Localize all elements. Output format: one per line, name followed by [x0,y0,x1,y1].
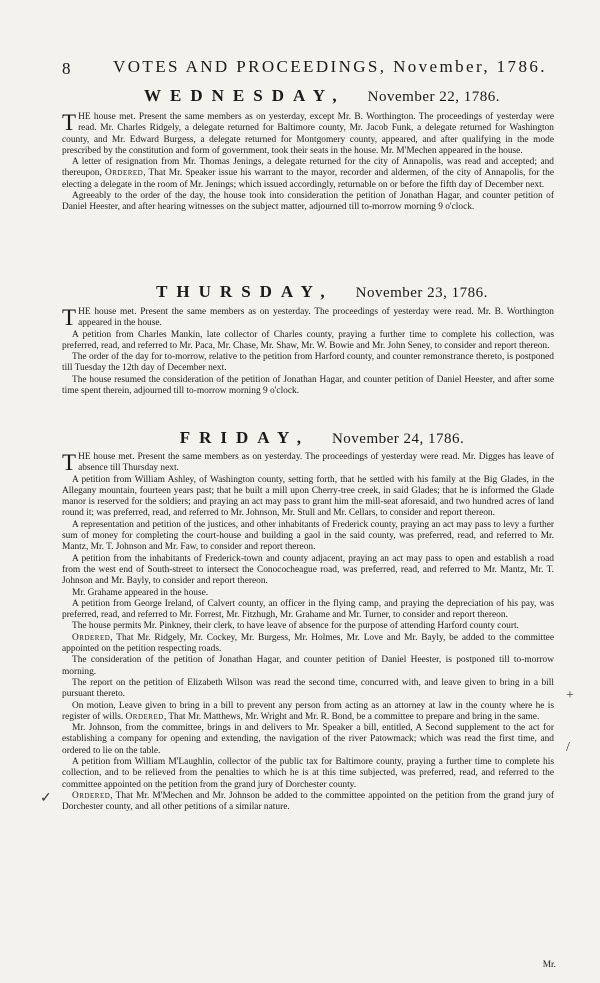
ordered-smallcaps: Ordered [72,632,111,643]
ordered-smallcaps: Ordered [125,711,164,722]
margin-check-mark: ✓ [40,791,52,806]
ordered-smallcaps: Ordered [104,168,144,179]
paragraph: THE house met. Present the same members as on yesterday, except Mr. B. Worthington. The proceedings of yesterday were read. Mr. Charles Ridgely, a delegate returned for Baltimore county, Mr. Jacob Funk, a delegate returned for Washington county, and Mr. Edward Burgess, a delegate returned for Montgomery county, appeared, and after qualifying in the mode prescribed by the constitution and form of government, took their seats in the house. Mr. M'Mechen appeared in the house. [62,110,554,156]
day-name: FRIDAY, [179,428,310,447]
paragraph: A petition from Charles Mankin, late collector of Charles county, praying a further time to complete his collection, was preferred, read, and referred to Mr. Paca, Mr. Chase, Mr. Shaw, Mr. W. Bowie and Mr. John Seney, to consider and report thereon. [62,329,554,351]
paragraph: The consideration of the petition of Jonathan Hagar, and counter petition of Daniel Heester, is postponed till to-morrow morning. [62,655,554,677]
paragraph: A petition from William M'Laughlin, collector of the public tax for Baltimore county, praying a further time to complete his collection, and to be relieved from the penalties to which he is at this time subjected, was preferred, read, and referred to the committee appointed on the petition from the grand jury of Dorchester county. [62,757,554,790]
day-heading-wednesday [62,86,582,106]
day-date: November 24, 1786. [331,431,465,447]
day-name: WEDNESDAY, [144,86,346,105]
drop-cap: T [62,450,77,475]
paragraph: The order of the day for to-morrow, relative to the petition from Harford county, and counter remonstrance thereto, is postponed till Tuesday the 12th day of December next. [62,352,554,374]
margin-cross-mark: + [566,688,574,703]
section-wednesday [62,112,554,214]
paragraph: THE house met. Present the same members as on yesterday. The proceedings of yesterday were read. Mr. Digges has leave of absence till Thursday next. [62,450,554,475]
paragraph: The report on the petition of Elizabeth Wilson was read the second time, concurred with, and leave given to bring in a bill pursuant thereto. [62,677,554,700]
day-date: November 23, 1786. [355,285,488,301]
page-header [62,57,582,83]
day-date: November 22, 1786. [367,89,500,105]
paragraph: A petition from the inhabitants of Frederick-town and county adjacent, praying an act may pass to open and establish a road from the west end of South-street to intersect the Conococheague road, was preferred, read, and referred to Mr. Mantz, Mr. T. Johnson and Mr. Bayly, to consider and report thereon. [62,553,554,587]
day-heading-thursday [62,282,582,302]
ordered-smallcaps: Ordered [72,790,111,801]
running-title: VOTES AND PROCEEDINGS, November, 1786. [113,57,547,76]
paragraph: A representation and petition of the justices, and other inhabitants of Frederick county, praying an act may pass to levy a further sum of money for completing the court-house and building a gaol in the said county, was preferred, read, and referred to Mr. Mantz, Mr. T. Johnson and Mr. Faw, to consider and report thereon. [62,519,554,553]
paragraph: A petition from William Ashley, of Washington county, setting forth, that he settled with his family at the Big Glades, in the Allegany mountain, fourteen years past; that he built a mill upon Cherry-tree creek, in said Glades; that he is informed the Glade manor is reserved for the soldiers; and praying an act may pass to grant him the mill-seat aforesaid, and two hundred acres of land round it; was preferred, read, and referred to Mr. Johnson, Mr. Stull and Mr. Cellars, to consider and report thereon. [62,474,554,519]
margin-stroke-mark: / [566,740,570,755]
paragraph: Mr. Grahame appeared in the house. [72,587,209,598]
day-heading-friday [62,428,582,448]
drop-cap: T [62,305,77,330]
paragraph: A petition from George Ireland, of Calvert county, an officer in the flying camp, and praying the depreciation of his pay, was preferred, read, and referred to Mr. Forrest, Mr. Fitzhugh, Mr. Grahame and Mr. Turner, to consider and report thereon. [62,598,554,621]
paragraph: Ordered, That Mr. Ridgely, Mr. Cockey, Mr. Burgess, Mr. Holmes, Mr. Love and Mr. Bayly, be added to the committee appointed on the petition respecting roads. [62,632,554,655]
paragraph: The house permits Mr. Pinkney, their clerk, to have leave of absence for the purpose of attending Harford county court. [72,621,519,632]
paragraph: Agreeably to the order of the day, the house took into consideration the petition of Jonathan Hagar, and counter petition of Daniel Heester, and after hearing witnesses on the subject matter, adjourned till to-morrow morning 9 o'clock. [62,191,554,213]
page-number: 8 [62,59,71,78]
paragraph: THE house met. Present the same members as on yesterday. The proceedings of yesterday were read. Mr. B. Worthington appeared in the house. [62,305,554,330]
drop-cap: T [62,110,77,135]
paragraph: A letter of resignation from Mr. Thomas Jenings, a delegate returned for the city of Annapolis, was read and accepted; and thereupon, Ordered, That Mr. Speaker issue his warrant to the mayor, recorder and aldermen, of the city of Annapolis, for the electing a delegate in the room of Mr. Jenings; which issued accordingly, returnable on or before the fifth day of December next. [62,157,554,190]
paragraph: The house resumed the consideration of the petition of Jonathan Hagar, and counter petition of Daniel Heester, and after some time spent therein, adjourned till to-morrow morning 9 o'clock. [62,374,554,397]
paragraph: Mr. Johnson, from the committee, brings in and delivers to Mr. Speaker a bill, entitled, A Second supplement to the act for establishing a company for opening and extending, the navigation of the river Patowmack; which was read the first time, and ordered to lie on the table. [62,723,554,756]
day-name: THURSDAY, [156,282,334,301]
section-thursday [62,307,554,397]
catchword: Mr. [542,960,556,970]
paragraph: On motion, Leave given to bring in a bill to prevent any person from acting as an attorney at law in the county where he is register of wills. Ordered, That Mr. Matthews, Mr. Wright and Mr. R. Bond, be a committee to prepare and bring in the same. [62,700,554,722]
paragraph: Ordered, That Mr. M'Mechen and Mr. Johnson be added to the committee appointed on the petition from the grand jury of Dorchester county, and all other petitions of a similar nature. [62,790,554,813]
section-friday [62,452,554,814]
